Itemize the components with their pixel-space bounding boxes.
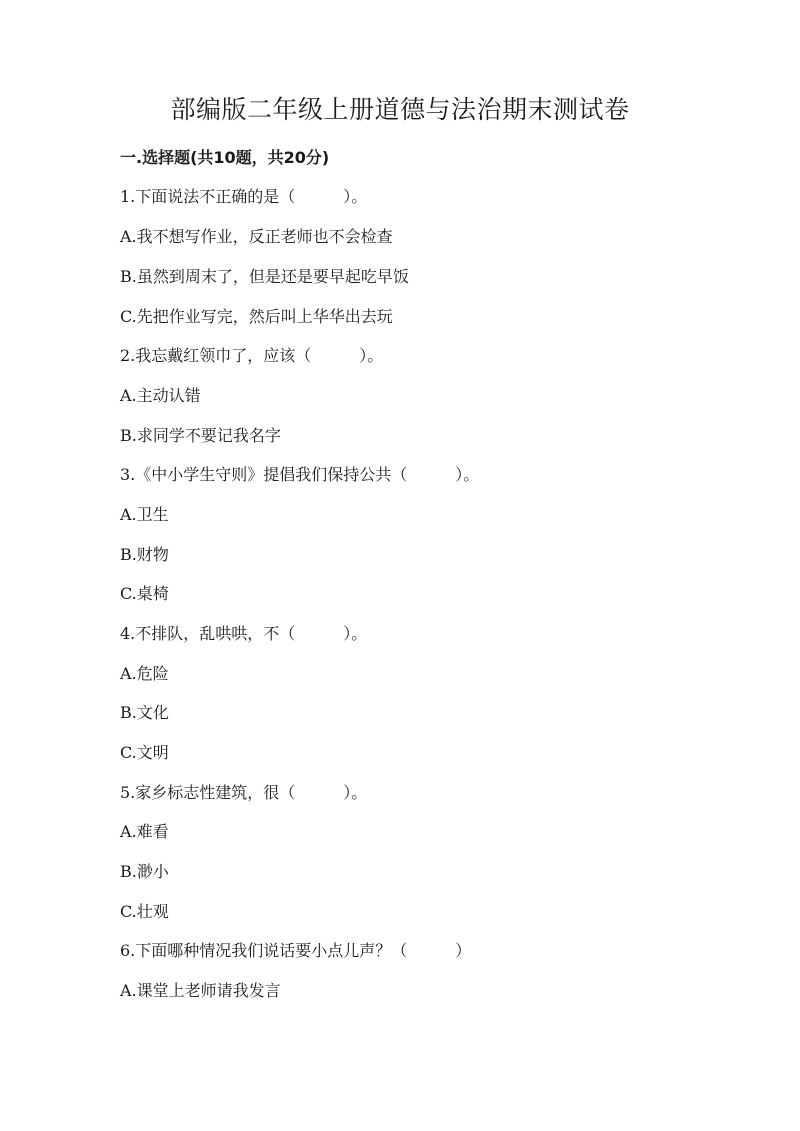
question-4-option-b: B.文化 xyxy=(120,703,169,722)
page-title: 部编版二年级上册道德与法治期末测试卷 xyxy=(170,95,630,124)
question-2-option-a: A.主动认错 xyxy=(120,386,201,405)
question-3-option-a: A.卫生 xyxy=(120,505,169,524)
question-5-stem: 5.家乡标志性建筑，很（ ）。 xyxy=(120,783,368,802)
question-4-option-c: C.文明 xyxy=(120,743,169,762)
question-5-option-b: B.渺小 xyxy=(120,862,169,881)
question-4-stem: 4.不排队，乱哄哄，不（ ）。 xyxy=(120,624,368,643)
question-3-option-b: B.财物 xyxy=(120,545,169,564)
section-heading: 一.选择题(共10题，共20分) xyxy=(120,148,330,167)
question-4-option-a: A.危险 xyxy=(120,664,169,683)
question-6-option-a: A.课堂上老师请我发言 xyxy=(120,981,281,1000)
question-1-option-c: C.先把作业写完，然后叫上华华出去玩 xyxy=(120,307,393,326)
question-3-stem: 3.《中小学生守则》提倡我们保持公共（ ）。 xyxy=(120,465,480,484)
question-5-option-a: A.难看 xyxy=(120,822,169,841)
question-1-stem: 1.下面说法不正确的是（ ）。 xyxy=(120,187,368,206)
question-2-option-b: B.求同学不要记我名字 xyxy=(120,426,281,445)
question-1-option-a: A.我不想写作业，反正老师也不会检查 xyxy=(120,227,393,246)
question-5-option-c: C.壮观 xyxy=(120,902,169,921)
question-6-stem: 6.下面哪种情况我们说话要小点儿声？（ ） xyxy=(120,941,472,960)
question-3-option-c: C.桌椅 xyxy=(120,584,169,603)
question-2-stem: 2.我忘戴红领巾了，应该（ ）。 xyxy=(120,346,384,365)
question-1-option-b: B.虽然到周末了，但是还是要早起吃早饭 xyxy=(120,267,409,286)
